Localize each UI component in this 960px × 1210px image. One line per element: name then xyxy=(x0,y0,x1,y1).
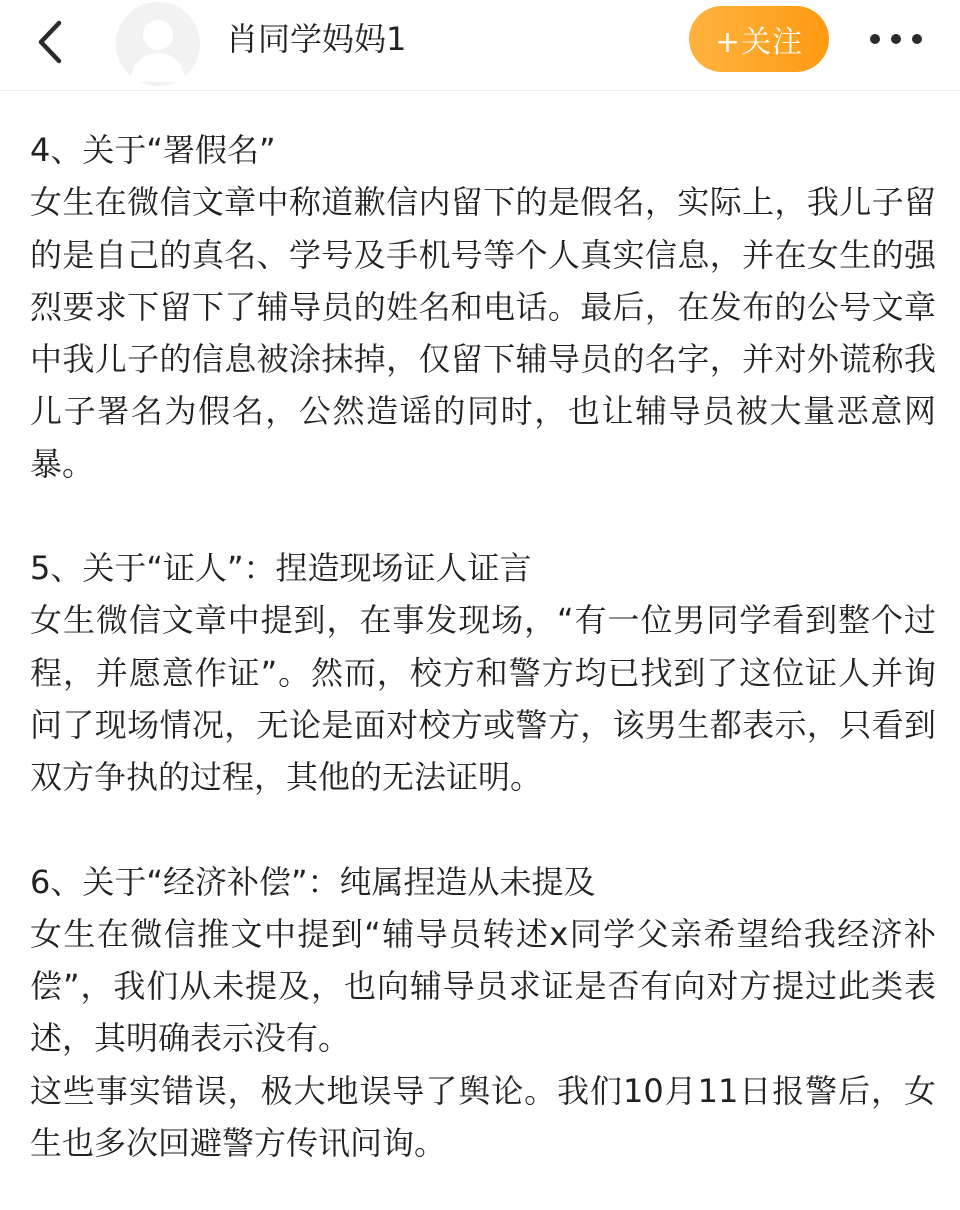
back-button[interactable] xyxy=(22,14,78,70)
section-paragraph: 女生在微信推文中提到“辅导员转述x同学父亲希望给我经济补偿”，我们从未提及，也向辅导员求证是否有向对方提过此类表述，其明确表示没有。 xyxy=(30,914,936,1058)
section-paragraph: 这些事实错误，极大地误导了舆论。我们10月11日报警后，女生也多次回避警方传讯问询。 xyxy=(30,1071,936,1163)
avatar[interactable] xyxy=(116,2,200,86)
section-heading: 6、关于“经济补偿”：纯属捏造从未提及 xyxy=(30,862,596,901)
section-heading: 4、关于“署假名” xyxy=(30,131,276,169)
paragraph-gap xyxy=(30,804,936,856)
default-avatar-icon xyxy=(116,2,200,86)
chevron-left-icon[interactable] xyxy=(33,19,67,65)
section-paragraph: 女生微信文章中提到，在事发现场，“有一位男同学看到整个过程，并愿意作证”。然而，校方和警方均已找到了这位证人并询问了现场情况，无论是面对校方或警方，该男生都表示，只看到双方争执的过程，其他的无法证明。 xyxy=(30,601,936,797)
more-button[interactable] xyxy=(864,16,928,62)
post-body xyxy=(30,124,936,1169)
follow-button[interactable]: +关注 xyxy=(689,6,829,72)
more-dots-icon[interactable] xyxy=(866,32,926,46)
section-paragraph: 女生在微信文章中称道歉信内留下的是假名，实际上，我儿子留的是自己的真名、学号及手机号等个人真实信息，并在女生的强烈要求下留下了辅导员的姓名和电话。最后，在发布的公号文章中我儿子的信息被涂抹掉，仅留下辅导员的名字，并对外谎称我儿子署名为假名，公然造谣的同时，也让辅导员被大量恶意网暴。 xyxy=(30,183,936,483)
section-heading: 5、关于“证人”：捏造现场证人证言 xyxy=(30,549,532,588)
username[interactable]: 肖同学妈妈1 xyxy=(226,20,407,58)
paragraph-gap xyxy=(30,490,936,542)
top-bar xyxy=(0,0,960,91)
